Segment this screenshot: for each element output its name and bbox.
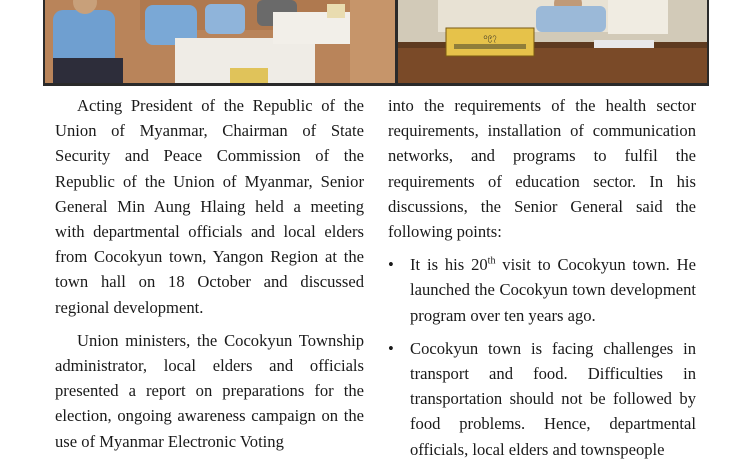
bullet-icon: • [388,255,394,275]
article-left-column [55,93,364,454]
meeting-photo-left [45,0,395,83]
nameplate-text: ဝ၉၇ [483,32,497,41]
photo-strip [43,0,709,86]
point-text-start: It is his 20 [410,255,488,275]
article-continuation: into the requirements of the health sector requirements, installation of communication networks, and programs to fulfil the requirements of education sector. In his discussions, the Senior General said the following points: [388,96,696,242]
points-list [388,252,696,462]
point-text-start: Cocokyun town is facing challenges in transport and food. Difficulties in transportation should not be followed by food problems. Hence, departmental officials, local elders and townspeople [410,338,696,459]
ordinal-suffix: th [487,255,496,267]
meeting-scene-illustration [45,0,395,83]
list-item [388,336,696,462]
point-text-end: visit to Cocokyun town. He launched the Cocokyun town development program over ten years ago. [410,255,697,325]
senior-general-scene-illustration [398,0,707,83]
article-right-column [388,93,696,462]
list-item [388,252,696,328]
article-paragraph-1: Acting President of the Republic of the Union of Myanmar, Chairman of State Security and Peace Commission of the Republic of the Union of Myanmar, Senior General Min Aung Hlaing held a meeting with departmental officials and local elders from Cocokyun town, Yangon Region at the town hall on 18 October and discussed regional development. [55,96,364,317]
meeting-photo-right [398,0,707,83]
article-paragraph-2: Union ministers, the Cocokyun Township administrator, local elders and officials presented a report on preparations for the election, ongoing awareness campaign on the use of Myanmar Electronic Voting [55,330,364,451]
bullet-icon: • [388,338,394,358]
